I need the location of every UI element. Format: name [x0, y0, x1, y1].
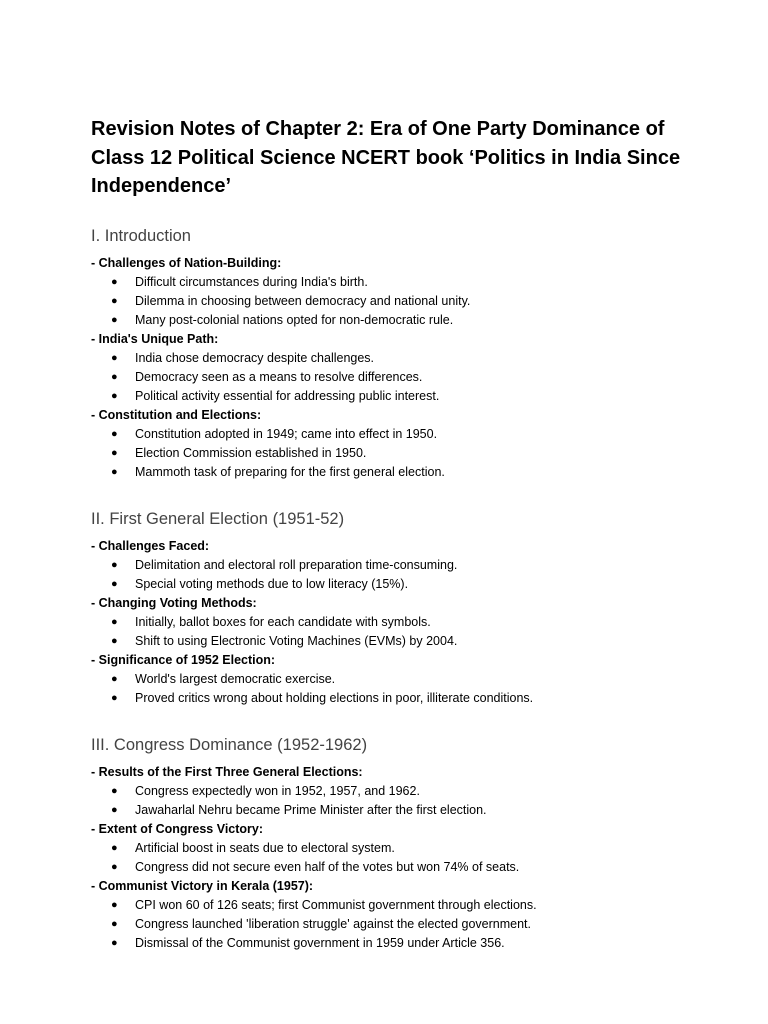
bullet-list — [91, 613, 691, 651]
document-title: Revision Notes of Chapter 2: Era of One Party Dominance of Class 12 Political Science NCERT book ‘Politics in India Since Independence’ — [91, 118, 681, 197]
bullet-icon: ● — [111, 841, 118, 854]
list-item-text: Shift to using Electronic Voting Machines (EVMs) by 2004. — [135, 633, 458, 648]
list-item-text: Congress launched 'liberation struggle' against the elected government. — [135, 916, 531, 931]
list-item-text: Democracy seen as a means to resolve differences. — [135, 369, 423, 384]
bullet-icon: ● — [111, 558, 118, 571]
list-item — [91, 463, 691, 482]
list-item-text: Many post-colonial nations opted for non-democratic rule. — [135, 312, 454, 327]
bullet-icon: ● — [111, 446, 118, 459]
bullet-icon: ● — [111, 370, 118, 383]
section-2 — [91, 506, 691, 708]
list-item-text: Election Commission established in 1950. — [135, 445, 367, 460]
list-item — [91, 801, 691, 820]
bullet-icon: ● — [111, 691, 118, 704]
bullet-icon: ● — [111, 351, 118, 364]
section-heading: I. Introduction — [91, 226, 191, 245]
bullet-list — [91, 425, 691, 482]
list-item — [91, 368, 691, 387]
section-heading: III. Congress Dominance (1952-1962) — [91, 735, 368, 754]
topic-label: - Communist Victory in Kerala (1957): — [91, 878, 314, 893]
list-item-text: Political activity essential for addressing public interest. — [135, 388, 440, 403]
list-item — [91, 632, 691, 651]
list-item — [91, 575, 691, 594]
bullet-list — [91, 273, 691, 330]
list-item — [91, 292, 691, 311]
bullet-list — [91, 556, 691, 594]
list-item — [91, 670, 691, 689]
list-item-text: Dilemma in choosing between democracy and national unity. — [135, 293, 471, 308]
list-item — [91, 311, 691, 330]
list-item — [91, 387, 691, 406]
bullet-icon: ● — [111, 898, 118, 911]
bullet-icon: ● — [111, 917, 118, 930]
list-item-text: Difficult circumstances during India's birth. — [135, 274, 368, 289]
list-item — [91, 556, 691, 575]
bullet-icon: ● — [111, 634, 118, 647]
section-1 — [91, 223, 691, 482]
list-item-text: Jawaharlal Nehru became Prime Minister after the first election. — [135, 802, 487, 817]
list-item — [91, 613, 691, 632]
list-item — [91, 896, 691, 915]
topic-label: - Challenges Faced: — [91, 538, 210, 553]
bullet-icon: ● — [111, 577, 118, 590]
list-item-text: Initially, ballot boxes for each candidate with symbols. — [135, 614, 431, 629]
list-item — [91, 444, 691, 463]
list-item-text: Dismissal of the Communist government in 1959 under Article 356. — [135, 935, 505, 950]
bullet-icon: ● — [111, 615, 118, 628]
bullet-list — [91, 670, 691, 708]
list-item-text: CPI won 60 of 126 seats; first Communist government through elections. — [135, 897, 537, 912]
list-item — [91, 349, 691, 368]
list-item — [91, 782, 691, 801]
bullet-list — [91, 349, 691, 406]
bullet-icon: ● — [111, 803, 118, 816]
list-item — [91, 915, 691, 934]
bullet-icon: ● — [111, 294, 118, 307]
list-item — [91, 689, 691, 708]
list-item-text: Delimitation and electoral roll preparation time-consuming. — [135, 557, 458, 572]
list-item — [91, 839, 691, 858]
list-item-text: Congress expectedly won in 1952, 1957, and 1962. — [135, 783, 420, 798]
list-item-text: Artificial boost in seats due to electoral system. — [135, 840, 395, 855]
bullet-icon: ● — [111, 389, 118, 402]
bullet-icon: ● — [111, 860, 118, 873]
topic-label: - Changing Voting Methods: — [91, 595, 257, 610]
bullet-list — [91, 839, 691, 877]
list-item — [91, 858, 691, 877]
topic-label: - Extent of Congress Victory: — [91, 821, 264, 836]
bullet-icon: ● — [111, 313, 118, 326]
bullet-icon: ● — [111, 427, 118, 440]
sections-container — [91, 223, 691, 953]
topic-label: - Challenges of Nation-Building: — [91, 255, 282, 270]
list-item — [91, 425, 691, 444]
list-item — [91, 934, 691, 953]
list-item-text: World's largest democratic exercise. — [135, 671, 336, 686]
list-item-text: India chose democracy despite challenges. — [135, 350, 375, 365]
list-item-text: Congress did not secure even half of the votes but won 74% of seats. — [135, 859, 520, 874]
bullet-icon: ● — [111, 936, 118, 949]
topic-label: - Constitution and Elections: — [91, 407, 262, 422]
list-item-text: Mammoth task of preparing for the first general election. — [135, 464, 445, 479]
topic-label: - India's Unique Path: — [91, 331, 219, 346]
topic-label: - Results of the First Three General Elections: — [91, 764, 363, 779]
bullet-icon: ● — [111, 784, 118, 797]
list-item-text: Special voting methods due to low literacy (15%). — [135, 576, 409, 591]
bullet-icon: ● — [111, 672, 118, 685]
section-heading: II. First General Election (1951-52) — [91, 509, 345, 528]
bullet-icon: ● — [111, 275, 118, 288]
list-item-text: Constitution adopted in 1949; came into effect in 1950. — [135, 426, 438, 441]
section-3 — [91, 732, 691, 953]
topic-label: - Significance of 1952 Election: — [91, 652, 276, 667]
list-item — [91, 273, 691, 292]
bullet-list — [91, 782, 691, 820]
document-page — [91, 115, 691, 953]
list-item-text: Proved critics wrong about holding elections in poor, illiterate conditions. — [135, 690, 534, 705]
bullet-icon: ● — [111, 465, 118, 478]
bullet-list — [91, 896, 691, 953]
